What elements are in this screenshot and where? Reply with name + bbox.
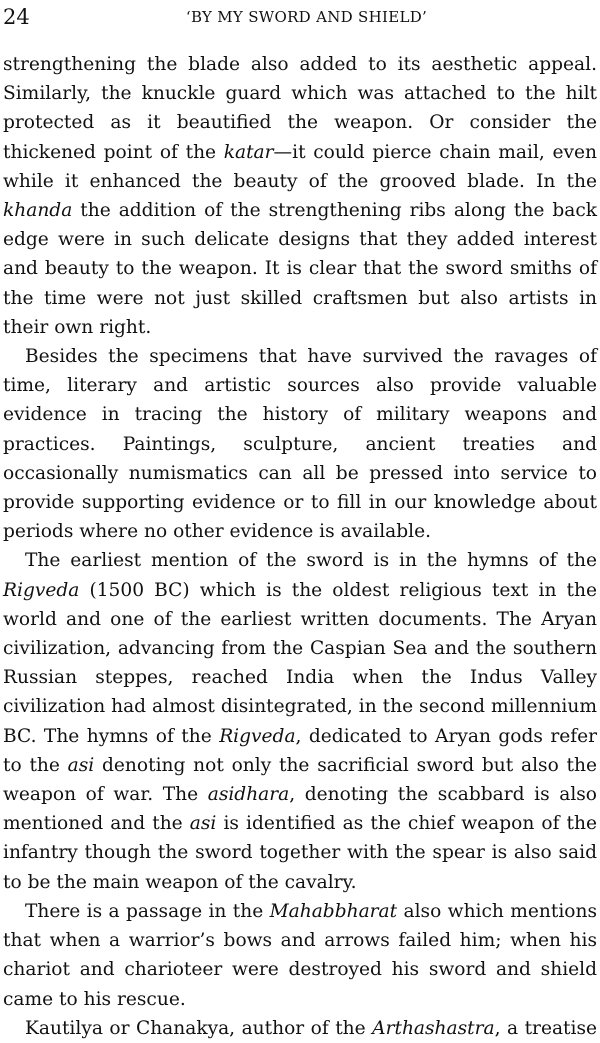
italic-term: asi xyxy=(67,754,95,776)
paragraph-3 xyxy=(3,546,597,896)
text-run: the addition of the strengthening ribs along the back edge were in such delicate designs that they added interest and beauty to the weapon. It is clear that the sword smiths of the time were not just skilled craftsmen but also artists in their own right. xyxy=(3,200,597,338)
text-run: , dedicated to Aryan gods refer to the xyxy=(3,725,597,776)
italic-term: Rigveda xyxy=(219,725,296,747)
running-title: ‘BY MY SWORD AND SHIELD’ xyxy=(185,8,428,26)
paragraph-1 xyxy=(3,50,597,342)
text-run: is identified as the chief weapon of the infantry though the sword together with the spear is also said to be the main weapon of the cavalry. xyxy=(3,813,597,893)
body-text xyxy=(3,50,597,1043)
italic-term: Rigveda xyxy=(3,579,80,601)
text-run: denoting not only the sacrificial sword but also the weapon of war. The xyxy=(3,754,597,806)
paragraph-5 xyxy=(3,1014,597,1043)
paragraph-2 xyxy=(3,342,597,546)
text-run: also which mentions that when a warrior’s bows and arrows failed him; when his chariot and charioteer were destroyed his sword and shield came to his rescue. xyxy=(3,900,598,1010)
text-run: strengthening the blade also added to its aesthetic appeal. Similarly, the knuckle guard which was attached to the hilt protected as it beautified the weapon. Or consider the thickened point of the xyxy=(3,54,597,163)
italic-term: khanda xyxy=(3,200,73,222)
italic-term: asi xyxy=(189,813,217,835)
text-run: —it could pierce chain mail, even while it enhanced the beauty of the grooved blade. In the xyxy=(3,141,597,192)
text-run: Kautilya or Chanakya, author of the xyxy=(25,1017,373,1039)
text-run: , denoting the scabbard is also mentioned and the xyxy=(3,784,598,835)
italic-term: katar xyxy=(223,141,274,163)
running-head xyxy=(3,2,590,32)
italic-term: Mahabbharat xyxy=(269,900,398,922)
text-run: There is a passage in the xyxy=(25,900,270,922)
text-run: The earliest mention of the sword is in the hymns of the xyxy=(25,550,597,572)
paragraph-4 xyxy=(3,897,597,1014)
italic-term: asidhara xyxy=(207,784,290,806)
page-number: 24 xyxy=(3,5,30,29)
text-run: Besides the specimens that have survived the ravages of time, literary and artistic sources also provide valuable evidence in tracing the history of military weapons and practices. Paintings, sculpture, ancient treaties and occasionally numismatics can all be pressed into service to provide supporting evidence or to fill in our knowledge about periods where no other evidence is available. xyxy=(3,346,597,543)
text-run: , a treatise xyxy=(494,1017,597,1039)
italic-term: Arthashastra xyxy=(372,1017,495,1039)
text-run: (1500 BC) which is the oldest religious text in the world and one of the earliest written documents. The Aryan civilization, advancing from the Caspian Sea and the southern Russian steppes, reached India when the Indus Valley civilization had almost disintegrated, in the second millennium BC. The hymns of the xyxy=(3,579,597,747)
